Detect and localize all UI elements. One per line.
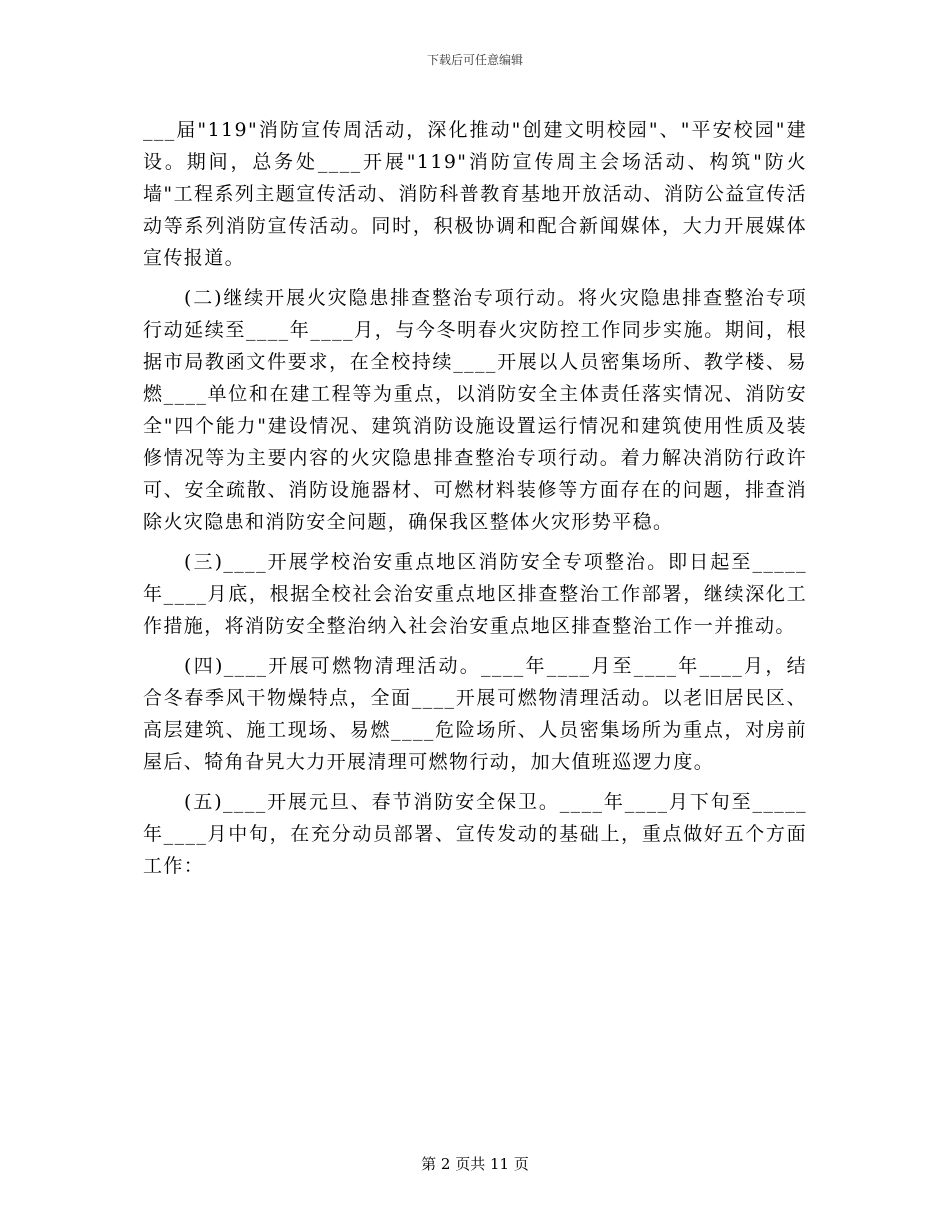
paragraph-continued: ___届"119"消防宣传周活动，深化推动"创建文明校园"、"平安校园"建设。期间，总务处____开展"119"消防宣传周主会场活动、构筑"防火墙"工程系列主题宣传活动、消防科普教育基地开放活动、消防公益宣传活动等系列消防宣传活动。同时，积极协调和配合新闻媒体，大力开展媒体宣传报道。 <box>143 119 807 269</box>
page-footer: 第 2 页共 11 页 <box>421 1155 529 1173</box>
paragraph-section-3: (三)____开展学校治安重点地区消防安全专项整治。即日起至_____年____月底，根据全校社会治安重点地区排查整治工作部署，继续深化工作措施，将消防安全整治纳入社会治安重点地区排查整治工作一并推动。 <box>143 551 807 637</box>
paragraph-section-4: (四)____开展可燃物清理活动。____年____月至____年____月，结合冬春季风干物燥特点，全面____开展可燃物清理活动。以老旧居民区、高层建筑、施工现场、易燃____危险场所、人员密集场所为重点，对房前屋后、犄角旮旯大力开展清理可燃物行动，加大值班巡逻力度。 <box>143 655 807 773</box>
document-body <box>143 114 807 882</box>
paragraph-section-2: (二)继续开展火灾隐患排查整治专项行动。将火灾隐患排查整治专项行动延续至____年____月，与今冬明春火灾防控工作同步实施。期间，根据市局教函文件要求，在全校持续____开展以人员密集场所、教学楼、易燃____单位和在建工程等为重点，以消防安全主体责任落实情况、消防安全"四个能力"建设情况、建筑消防设施设置运行情况和建筑使用性质及装修情况等为主要内容的火灾隐患排查整治专项行动。着力解决消防行政许可、安全疏散、消防设施器材、可燃材料装修等方面存在的问题，排查消除火灾隐患和消防安全问题，确保我区整体火灾形势平稳。 <box>143 287 807 533</box>
page-header-note: 下载后可任意编辑 <box>426 53 523 67</box>
paragraph-section-5: (五)____开展元旦、春节消防安全保卫。____年____月下旬至_____年____月中旬，在充分动员部署、宣传发动的基础上，重点做好五个方面工作： <box>143 791 807 877</box>
